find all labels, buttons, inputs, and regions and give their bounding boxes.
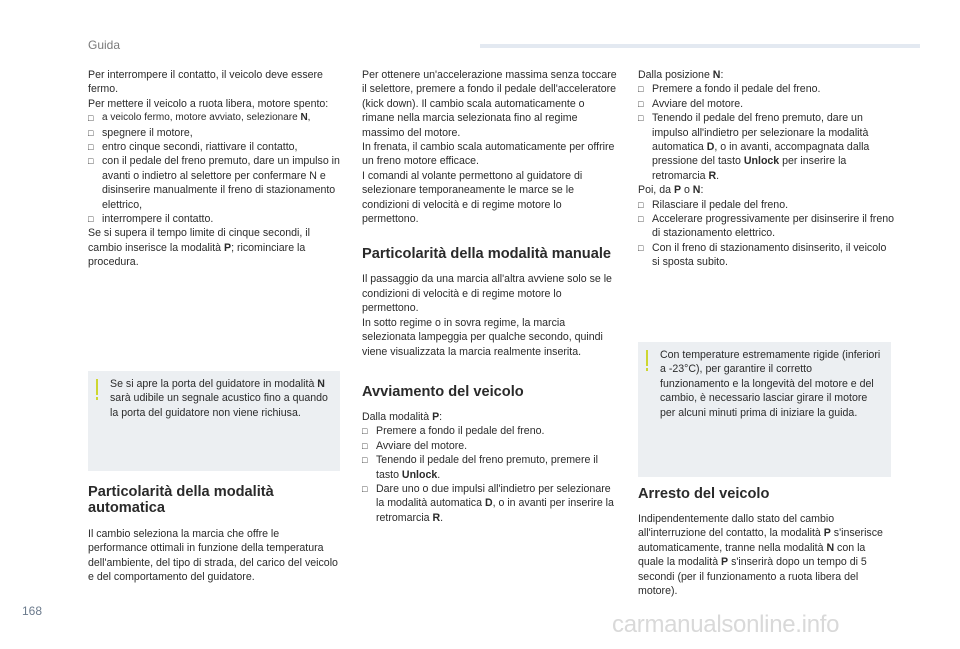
info-note: [88, 371, 340, 471]
section-automatic: [88, 484, 340, 585]
header-bar: [480, 44, 920, 48]
info-note: [638, 342, 891, 477]
list-item: □ Premere a fondo il pedale del freno.: [362, 425, 545, 438]
page-number: 168: [22, 604, 43, 618]
bullet-icon: □: [362, 440, 368, 451]
note-text: Con temperature estremamente rigide (inferiori a -23°C), per garantire il corretto funzionamento e la longevità del motore e del cambio, è necessario lasciar girare il motore per alcuni minuti prima di iniziare la guida.: [660, 349, 881, 419]
heading-stop: Arresto del veicolo: [638, 486, 770, 502]
bullet-icon: □: [88, 214, 94, 225]
list-item: □ spegnere il motore,: [88, 126, 193, 139]
bullet-icon: □: [638, 113, 644, 124]
bullet-icon: □: [362, 455, 368, 466]
column-2: [362, 68, 618, 525]
column-3: [638, 68, 894, 270]
bullet-icon: □: [362, 426, 368, 437]
list-item: □ entro cinque secondi, riattivare il contatto,: [88, 141, 298, 154]
bullet-icon: □: [638, 199, 644, 210]
section-title: Guida: [88, 38, 121, 52]
info-icon: [96, 379, 98, 395]
list-item: □ Accelerare progressivamente per disinserire il freno di stazionamento elettrico.: [638, 213, 894, 240]
paragraph: Poi, da P o N:: [638, 184, 704, 197]
section-stop: [638, 486, 894, 598]
list-item: □ Tenendo il pedale del freno premuto, premere il tasto Unlock.: [362, 454, 599, 481]
bullet-icon: □: [638, 84, 644, 95]
bullet-icon: □: [362, 483, 368, 494]
paragraph: Per mettere il veicolo a ruota libera, motore spento:: [88, 97, 329, 110]
paragraph: Per ottenere un'accelerazione massima senza toccare il selettore, premere a fondo il pedale dell'acceleratore (kick down). Il cambio scala automaticamente o rimane nella marcia selezionata fino al regime massimo del motore.: [362, 69, 617, 139]
paragraph: Se si supera il tempo limite di cinque secondi, il cambio inserisce la modalità P; ricominciare la procedura.: [88, 227, 310, 269]
paragraph: Il cambio seleziona la marcia che offre le performance ottimali in funzione della temperatura dell'ambiente, del tipo di strada, del carico del veicolo e del comportamento del guidatore.: [88, 528, 338, 584]
bullet-icon: □: [638, 214, 644, 225]
list-item: □ a veicolo fermo, motore avviato, selezionare N,: [88, 111, 340, 125]
list-item: □ interrompere il contatto.: [88, 213, 214, 226]
list-item: □ Avviare del motore.: [362, 439, 468, 452]
watermark: carmanualsonline.info: [612, 611, 840, 638]
note-text: Se si apre la porta del guidatore in modalità N sarà udibile un segnale acustico fino a quando la porta del guidatore non viene richiusa.: [110, 378, 328, 419]
bullet-icon: □: [638, 242, 644, 253]
bullet-icon: □: [88, 127, 94, 138]
paragraph: Dalla posizione N:: [638, 69, 724, 81]
column-1: [88, 68, 340, 270]
list-item: □ Dare uno o due impulsi all'indietro per selezionare la modalità automatica D, o in avanti per inserire la retromarcia R.: [362, 482, 614, 524]
list-item: □ Premere a fondo il pedale del freno.: [638, 83, 821, 96]
paragraph: I comandi al volante permettono al guidatore di selezionare temporaneamente le marce se le condizioni di velocità e di regime motore lo permettono.: [362, 169, 583, 226]
heading-manual: Particolarità della modalità manuale: [362, 246, 611, 263]
paragraph: Per interrompere il contatto, il veicolo deve essere fermo.: [88, 69, 323, 96]
info-icon: [646, 350, 648, 366]
heading-start: Avviamento del veicolo: [362, 383, 524, 400]
list-item: □ Avviare del motore.: [638, 97, 744, 110]
list-item: □ Con il freno di stazionamento disinserito, il veicolo si sposta subito.: [638, 241, 887, 269]
list-item: □ Rilasciare il pedale del freno.: [638, 198, 789, 211]
bullet-icon: □: [88, 142, 94, 153]
paragraph: Il passaggio da una marcia all'altra avviene solo se le condizioni di velocità e di regime motore lo permettono.: [362, 273, 612, 315]
paragraph: In frenata, il cambio scala automaticamente per offrire un freno motore efficace.: [362, 141, 615, 168]
list-item: □ con il pedale del freno premuto, dare un impulso in avanti o indietro al selettore per confermare N e disinserire manualmente il freno di stazionamento elettrico,: [88, 155, 340, 211]
bullet-icon: □: [638, 98, 644, 109]
paragraph: Dalla modalità P:: [362, 410, 443, 423]
list-item: □ Tenendo il pedale del freno premuto, dare un impulso all'indietro per selezionare la modalità automatica D, o in avanti, accompagnata dalla pressione del tasto Unlock per inserire la retromarcia R.: [638, 112, 870, 182]
bullet-icon: □: [88, 156, 94, 167]
heading-automatic: Particolarità della modalità automatica: [88, 484, 274, 516]
bullet-icon: □: [88, 113, 94, 124]
paragraph: Indipendentemente dallo stato del cambio all'interruzione del contatto, la modalità P s'inserisce automaticamente, tranne nella modalità N con la quale la modalità P s'inserirà dopo un tempo di 5 secondi (per il funzionamento a ruota libera del motore).: [638, 513, 883, 598]
paragraph: In sotto regime o in sovra regime, la marcia selezionata lampeggia per qualche secondo, quindi viene visualizzata la marcia realmente inserita.: [362, 316, 603, 358]
